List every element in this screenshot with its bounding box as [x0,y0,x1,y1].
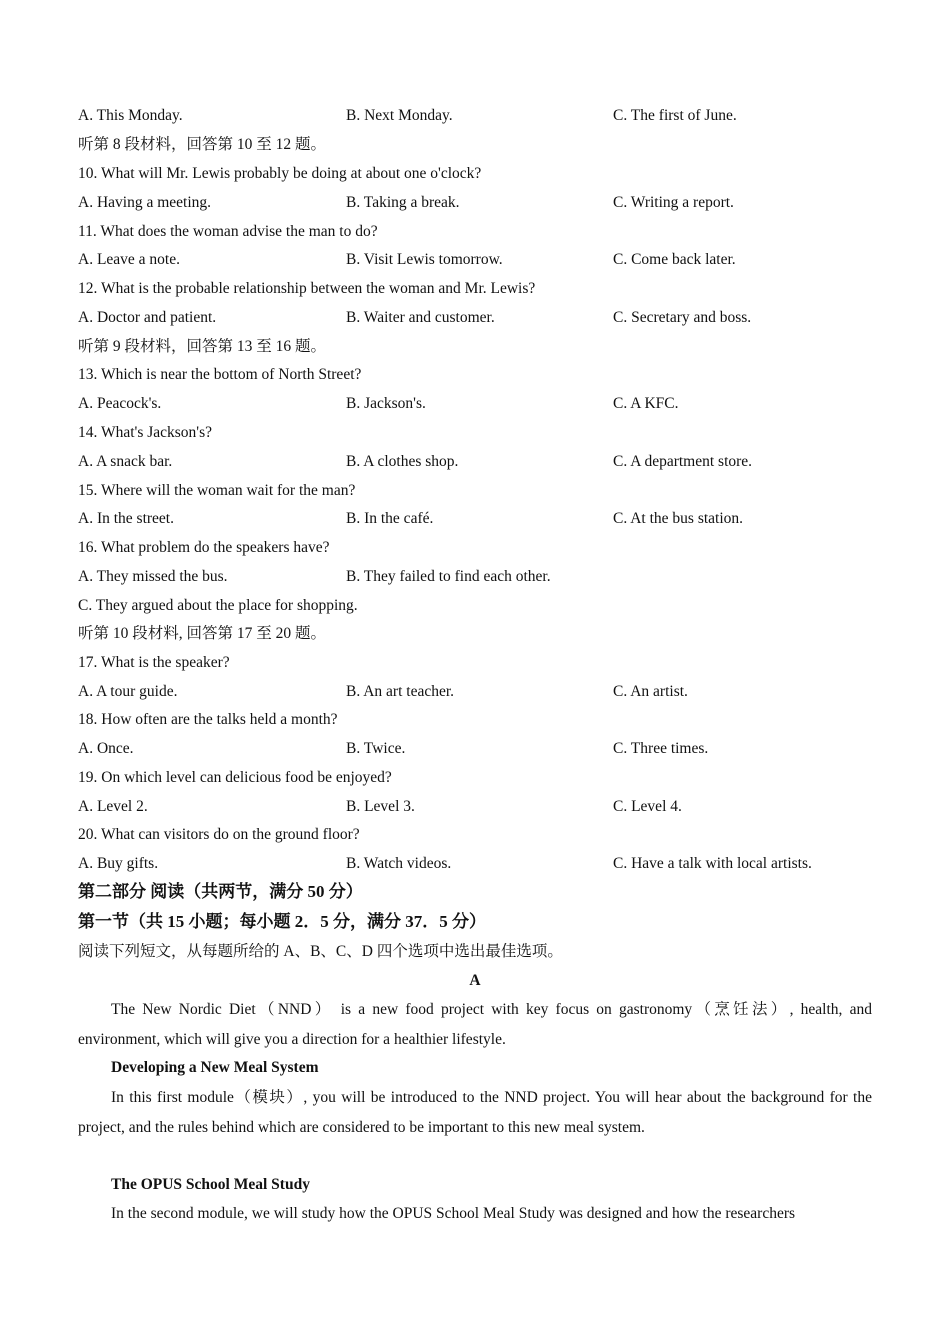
option-c: C. Come back later. [613,251,736,268]
passage-paragraph: The New Nordic Diet（NND） is a new food project with key focus on gastronomy（烹饪法）, health, and environment, which will give you a direction for a healthier lifestyle. [78,1001,872,1048]
option-c: C. A KFC. [613,395,679,412]
question-text: 15. Where will the woman wait for the man? [78,482,356,499]
question-text: 20. What can visitors do on the ground floor? [78,826,360,843]
option-a: A. They missed the bus. [78,568,228,585]
section-heading: 第一节（共 15 小题；每小题 2．5 分，满分 37．5 分） [78,912,486,931]
option-a: A. Having a meeting. [78,194,212,211]
option-c: C. A department store. [613,453,753,470]
option-a: A. In the street. [78,510,174,527]
option-b: B. Twice. [346,740,406,757]
option-b: B. Taking a break. [346,194,460,211]
passage-paragraph: In the second module, we will study how the OPUS School Meal Study was designed and how the researchers [111,1205,796,1222]
option-b: B. Visit Lewis tomorrow. [346,251,503,268]
option-b: B. They failed to find each other. [346,568,551,585]
question-text: 16. What problem do the speakers have? [78,539,330,556]
option-b: B. Jackson's. [346,395,426,412]
option-b: B. Next Monday. [346,107,453,124]
option-c: C. Level 4. [613,798,682,815]
option-b: B. Waiter and customer. [346,309,495,326]
option-c: C. Have a talk with local artists. [613,855,812,872]
section-instruction: 听第 9 段材料，回答第 13 至 16 题。 [78,338,327,355]
option-c: C. The first of June. [613,107,737,124]
option-a: A. Buy gifts. [78,855,159,872]
option-c: C. At the bus station. [613,510,744,527]
option-c: C. An artist. [613,683,688,700]
option-a: A. A tour guide. [78,683,178,700]
question-text: 13. Which is near the bottom of North Street? [78,366,362,383]
option-a: A. Level 2. [78,798,148,815]
passage-subheading: The OPUS School Meal Study [111,1176,310,1193]
section-instruction: 听第 8 段材料，回答第 10 至 12 题。 [78,136,327,153]
question-text: 12. What is the probable relationship between the woman and Mr. Lewis? [78,280,536,297]
question-text: 11. What does the woman advise the man to do? [78,223,378,240]
option-b: B. An art teacher. [346,683,455,700]
option-b: B. A clothes shop. [346,453,459,470]
option-b: B. Level 3. [346,798,415,815]
option-a: A. Doctor and patient. [78,309,217,326]
option-c: C. Secretary and boss. [613,309,752,326]
part-heading: 第二部分 阅读（共两节，满分 50 分） [78,882,363,901]
question-text: 10. What will Mr. Lewis probably be doing at about one o'clock? [78,165,482,182]
option-a: A. Once. [78,740,134,757]
option-c-wrapped: C. They argued about the place for shopping. [78,597,358,614]
option-b: B. Watch videos. [346,855,452,872]
question-text: 17. What is the speaker? [78,654,230,671]
passage-paragraph: In this first module（模块）, you will be introduced to the NND project. You will hear about the background for the project, and the rules behind which are considered to be important to this new meal system. [78,1089,872,1136]
option-a: A. A snack bar. [78,453,173,470]
option-c: C. Three times. [613,740,709,757]
question-text: 19. On which level can delicious food be enjoyed? [78,769,392,786]
option-a: A. Peacock's. [78,395,162,412]
passage-subheading: Developing a New Meal System [111,1059,319,1076]
question-text: 18. How often are the talks held a month? [78,711,338,728]
question-text: 14. What's Jackson's? [78,424,213,441]
option-c: C. Writing a report. [613,194,734,211]
option-a: A. This Monday. [78,107,183,124]
option-b: B. In the café. [346,510,434,527]
section-instruction: 听第 10 段材料, 回答第 17 至 20 题。 [78,625,327,642]
reading-instruction: 阅读下列短文，从每题所给的 A、B、C、D 四个选项中选出最佳选项。 [78,943,563,960]
option-a: A. Leave a note. [78,251,180,268]
passage-label: A [469,972,481,989]
